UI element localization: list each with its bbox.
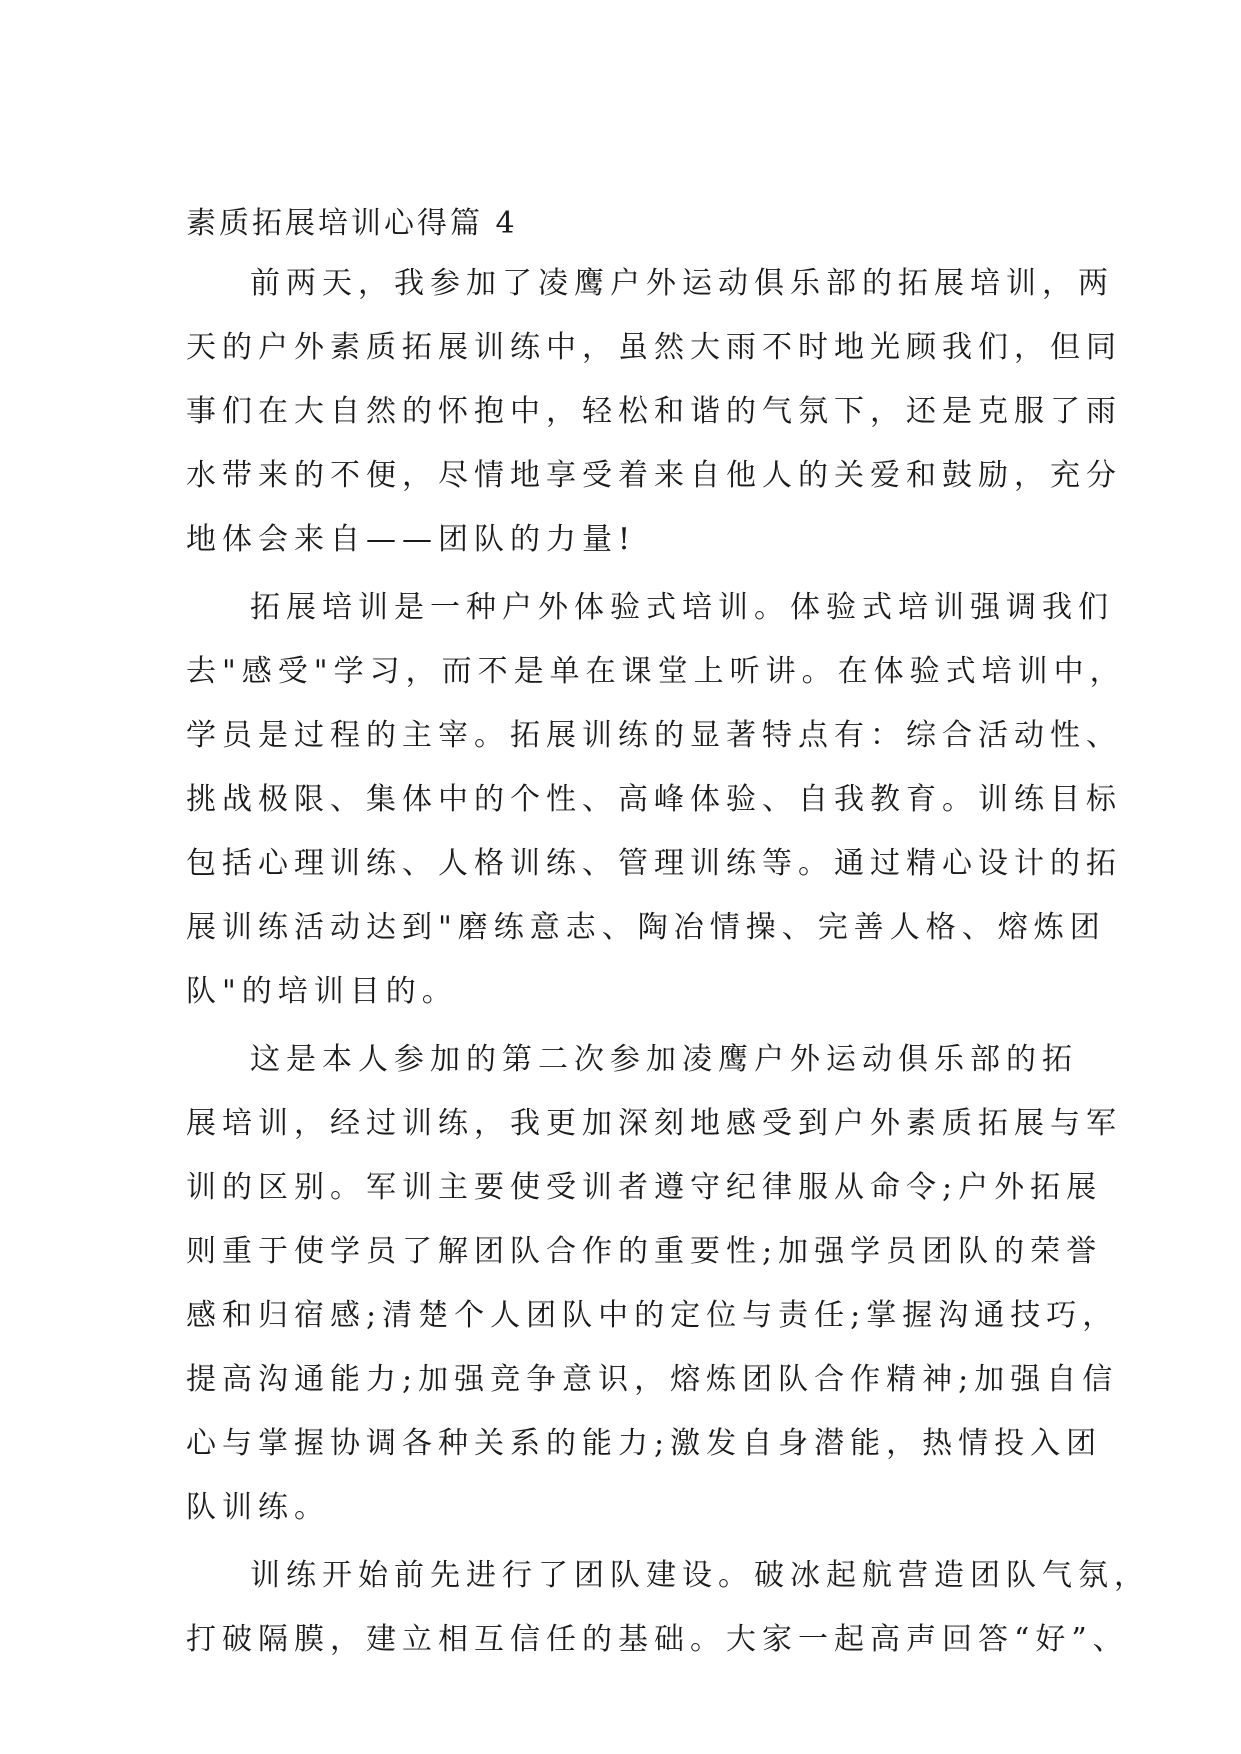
paragraph-line: 则重于使学员了解团队合作的重要性;加强学员团队的荣誉	[186, 1234, 1103, 1269]
document-body	[186, 196, 1150, 1676]
paragraph-line: 水带来的不便，尽情地享受着来自他人的关爱和鼓励，充分	[186, 458, 1122, 493]
paragraph-1	[186, 252, 1122, 572]
paragraph-line: 学员是过程的主宰。拓展训练的显著特点有：综合活动性、	[186, 718, 1122, 753]
paragraph-line: 感和归宿感;清楚个人团队中的定位与责任;掌握沟通技巧，	[186, 1298, 1119, 1333]
paragraph-line: 拓展培训是一种户外体验式培训。体验式培训强调我们	[250, 590, 1114, 625]
paragraph-line: 前两天，我参加了凌鹰户外运动俱乐部的拓展培训，两	[250, 266, 1114, 301]
paragraph-3	[186, 1028, 1122, 1540]
paragraph-line: 这是本人参加的第二次参加凌鹰户外运动俱乐部的拓	[250, 1042, 1078, 1077]
paragraph-4	[186, 1544, 1150, 1672]
paragraph-line: 提高沟通能力;加强竞争意识，熔炼团队合作精神;加强自信	[186, 1362, 1119, 1397]
document-title: 素质拓展培训心得篇 4	[186, 206, 518, 241]
paragraph-line: 心与掌握协调各种关系的能力;激发自身潜能，热情投入团	[186, 1426, 1103, 1461]
paragraph-2	[186, 576, 1126, 1024]
paragraph-line: 地体会来自——团队的力量!	[186, 522, 637, 557]
paragraph-line: 训的区别。军训主要使受训者遵守纪律服从命令;户外拓展	[186, 1170, 1103, 1205]
paragraph-line: 队训练。	[186, 1490, 330, 1525]
paragraph-line: 打破隔膜，建立相互信任的基础。大家一起高声回答“好”、	[186, 1622, 1129, 1657]
paragraph-line: 事们在大自然的怀抱中，轻松和谐的气氛下，还是克服了雨	[186, 394, 1122, 429]
paragraph-line: 展培训，经过训练，我更加深刻地感受到户外素质拓展与军	[186, 1106, 1122, 1141]
paragraph-line: 天的户外素质拓展训练中，虽然大雨不时地光顾我们，但同	[186, 330, 1122, 365]
paragraph-line: 展训练活动达到"磨练意志、陶冶情操、完善人格、熔炼团	[186, 910, 1106, 945]
paragraph-line: 挑战极限、集体中的个性、高峰体验、自我教育。训练目标	[186, 782, 1122, 817]
paragraph-line: 包括心理训练、人格训练、管理训练等。通过精心设计的拓	[186, 846, 1122, 881]
paragraph-line: 训练开始前先进行了团队建设。破冰起航营造团队气氛，	[250, 1558, 1150, 1593]
paragraph-line: 去"感受"学习，而不是单在课堂上听讲。在体验式培训中，	[186, 654, 1126, 689]
paragraph-line: 队"的培训目的。	[186, 974, 458, 1009]
